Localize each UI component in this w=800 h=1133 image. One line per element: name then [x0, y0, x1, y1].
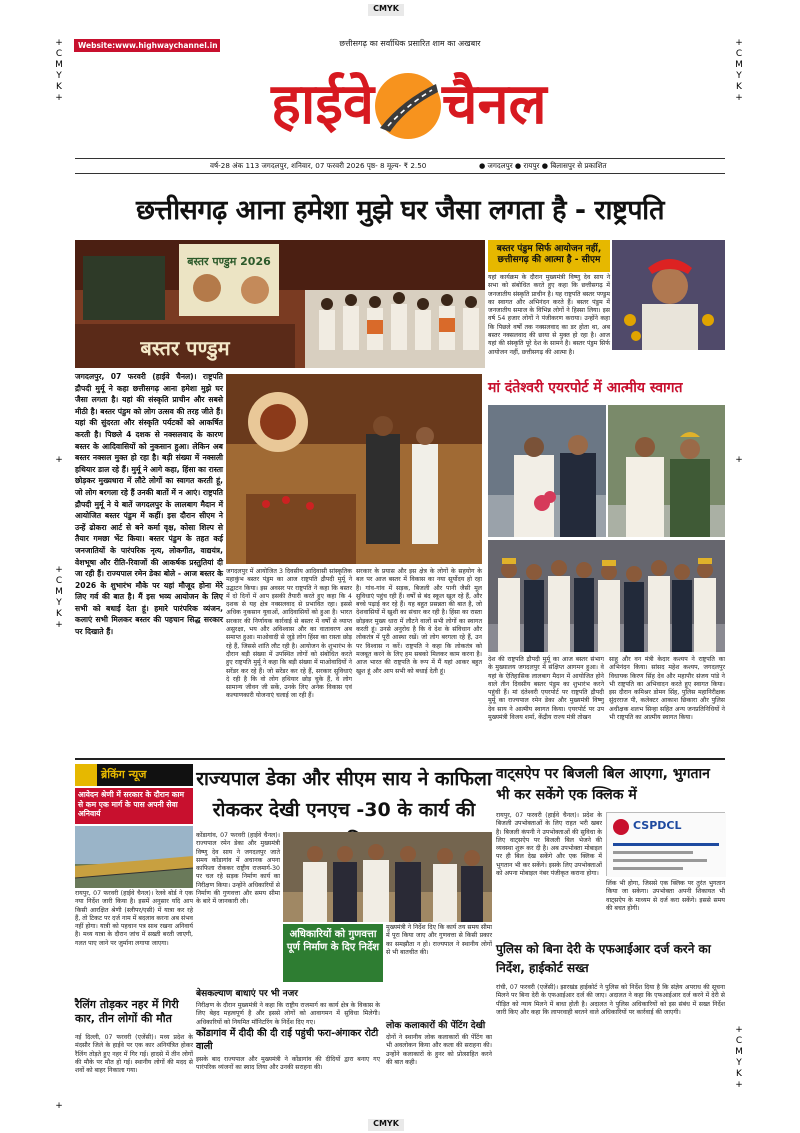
lead-photo-cultural — [226, 374, 482, 564]
governor-sub3: लोक कलाकारों की पेंटिंग देखी — [386, 1021, 486, 1031]
breaking-arrow-icon — [75, 764, 97, 786]
masthead-left: हाईवे — [271, 72, 374, 137]
airport-col1-text: देश की राष्ट्रपति द्रौपदी मुर्मू का आज बस्तर संभाग के मुख्यालय जगदलपुर में संक्षिप्त आगमन हुआ। वे यहां के ऐतिहासिक लालबाग मैदान में आयोजित होने वाले तीन दिवसीय बस्तर पंडुम का शुभारंभ करने पहुंची हैं। मां दंतेश्वरी एयरपोर्ट पर राष्ट्रपति द्रौपदी मुर्मू का राज्यपाल रमेन डेका और मुख्यमंत्री विष्णु देव साय ने आत्मीय स्वागत किया। एयरपोर्ट पर उप मुख्यमंत्री विजय शर्मा, केंद्रीय राज्य मंत्री तोखन — [488, 656, 604, 722]
lead-headline: छत्तीसगढ़ आना हमेशा मुझे घर जैसा लगता है - राष्ट्रपति — [135, 195, 665, 226]
lead-photo-stage — [75, 240, 485, 368]
governor-col4-text: इसके बाद राज्यपाल और मुख्यमंत्री ने कोंडागांव की दीदियों द्वारा बनाए गए पारंपरिक व्यंजनों का स्वाद लिया और उनकी सराहना की। — [196, 1056, 380, 1072]
police-headline: पुलिस को बिना देरी के एफआईआर दर्ज करने का निर्देश, हाईकोर्ट सख्त — [496, 942, 711, 975]
lead-col1-text: जगदलपुर, 07 फरवरी (हाईवे चैनल)। राष्ट्रपति द्रौपदी मुर्मू ने कहा छत्तीसगढ़ आना हमेशा मुझे घर जैसा लगता है। यहां की संस्कृति प्राचीन और सबसे मीठी है। बस्तर पंडुम को लोग उत्सव की तरह जीते हैं। यहां की सुंदरता और संस्कृति पर्यटकों को आकर्षित करती है। पिछले 4 दशक से नक्सलवाद के कारण बस्तर के आदिवासियों को नुकसान हुआ। लेकिन अब बस्तर नक्सल मुक्त हो रहा है। बड़ी संख्या में नक्सली हथियार डाल रहे हैं। मुर्मू ने आगे कहा, हिंसा का रास्ता छोड़कर मुख्यधारा में लौटे लोगों का स्वागत करती हूं, जो लोग बरगला रहे हैं उनकी बातों में न आएं। राष्ट्रपति द्रौपदी मुर्मू ने ये बातें जगदलपुर के लालबाग मैदान में आयोजित बस्तर पंडुम में कहीं। इस दौरान सीएम ने उन्हें ढोकरा आर्ट से बने कर्मा वृक्ष, कोसा शिल्प से तैयार गमछा भेंट किया। बस्तर पंडुम के तहत कई जनजातियों के पारंपरिक नृत्य, लोकगीत, वाद्ययंत्र, वेशभूषा और रीति-रिवाजों की आकर्षक प्रस्तुतियां दी जा रही हैं। राज्यपाल रमेन डेका बोले - आज बस्तर के 2026 के शुभारंभ मौके पर यहां मौजूद होना मेरे लिए गर्व की बात है। मैं इस भव्य आयोजन के लिए सभी को बधाई देता हूं। हमारे पारंपरिक व्यंजन, कलाएं सभी मिलकर बस्तर की पहचान सिद्ध सरकार पर दिखाते हैं। — [75, 372, 223, 637]
airport-photo-2 — [608, 405, 725, 537]
lead-col3-text: सरकार के प्रयास और इस क्षेत्र के लोगों के सहयोग के बल पर आज बस्तर में विकास का नया सूर्योदय हो रहा है। गांव-गांव में सड़क, बिजली और पानी जैसी मूल सुविधाएं पहुंच रही हैं। वर्षों से बंद स्कूल खुल रहे हैं, और बच्चे पढ़ाई कर रहे हैं। यह बहुत प्रसन्नता की बात है, जो देशवासियों में खुशी का संचार कर रही है। हिंसा का रास्ता छोड़कर मुख्य धारा में लौटने वालों सभी लोगों का स्वागत करती हूं। उनसे अनुरोध है कि वे देश के संविधान और लोकतंत्र में पूरी आस्था रखें। जो लोग बरगला रहे हैं, उन पर विश्वास न करें। राष्ट्रपति ने कहा कि लोकतंत्र को मजबूत करने के लिए हम सबको मिलकर काम करना है। आज भारत की राष्ट्रपति के रूप में मैं यहां आकर बहुत खुश हूं और आप सभी को बधाई देती हूं। — [356, 568, 482, 675]
registration-mark-left-top: + C M Y K + — [55, 38, 63, 103]
registration-cross-right-mid: + — [735, 455, 743, 465]
editions: ● जगदलपुर ● रायपुर ● बिलासपुर से प्रकाशित — [479, 161, 607, 170]
registration-mark-right-top: + C M Y K + — [735, 38, 743, 103]
tagline: छत्तीसगढ़ का सर्वाधिक प्रसारित शाम का अखबार — [339, 39, 481, 48]
cmyk-strip-bottom: CMYK — [368, 1119, 404, 1131]
airport-photo-1 — [488, 405, 606, 537]
cmyk-strip-top: CMYK — [368, 4, 404, 16]
governor-sub2: कोंडागांव में दीदी की दी राई पहुंची फरा-अंगाकर रोटी वाली — [196, 1028, 379, 1052]
governor-sub1: बेसकल्याण बाधाएं पर भी नजर — [196, 989, 298, 999]
issue-info: वर्ष-28 अंक 113 जगदलपुर, शनिवार, 07 फरवरी 2026 पृष्ठ- 8 मूल्य- ₹ 2.50 — [210, 161, 427, 170]
governor-photo — [283, 832, 492, 922]
cm-sidebar — [488, 240, 610, 370]
cm-sidebar-body: यहां कार्यक्रम के दौरान मुख्यमंत्री विष्णु देव साय ने सभा को संबोधित करते हुए कहा कि छत्तीसगढ़ में जनजातीय संस्कृति प्राचीन है। यह राष्ट्रपति बस्तर पण्डुम का स्वागत और अभिनंदन करते हैं। बस्तर पंडुम में जनजातीय समाज के विभिन्न लोगों ने हिस्सा लिया। इस वर्ष 54 हजार लोगों ने पंजीकरण कराया। उन्होंने कहा कि पिछले वर्षों तक नक्सलवाद का डर होता था, अब बस्तर नक्सलवाद की छाया से मुक्त हो रहा है। आज यहां की संस्कृति पूरे देश के सामने है। बस्तर पंडुम सिर्फ आयोजन नहीं, छत्तीसगढ़ की आत्मा है। — [488, 274, 610, 356]
airport-photo-group — [488, 540, 725, 652]
registration-cross-left-bottom: + — [55, 1101, 63, 1111]
cspdcl-logo-image — [606, 812, 725, 876]
header-rule-bottom — [75, 173, 725, 174]
breaking-label-bar — [75, 764, 193, 786]
airport-col2-text: साहू और वन मंत्री केदार कश्यप ने राष्ट्रपति का अभिनंदन किया। सांसद महेश कश्यप, जगदलपुर विधायक किरण सिंह देव और महापौर संजय पांडे ने भी राष्ट्रपति का अभिवादन करते हुए स्वागत किया। इस दौरान कमिश्नर डोमन सिंह, पुलिस महानिरीक्षक सुंदरराज पी, कलेक्टर आकाश छिकारा और पुलिस अधीक्षक शलभ सिन्हा सहित अन्य जनप्रतिनिधियों ने भी राष्ट्रपति का आत्मीय स्वागत किया। — [609, 656, 725, 722]
breaking-body-2: नई दिल्ली, 07 फरवरी (एजेंसी)। मध्य प्रदेश के मंदसौर जिले के हाईवे पर एक कार अनियंत्रित होकर रैलिंग तोड़ते हुए नहर में गिर गई। हादसे में तीन लोगों की मौके पर मौत हो गई। स्थानीय लोगों की मदद से शवों को बाहर निकाला गया। — [75, 1034, 193, 1075]
whatsapp-col2-text: लिंक भी होगा, जिससे एक क्लिक पर तुरंत भुगतान किया जा सकेगा। उपभोक्ता अपनी शिकायत भी वाट्सऐप के माध्यम से दर्ज करा सकेंगे। इससे समय की बचत होगी। — [606, 880, 725, 912]
road-logo-icon — [372, 70, 444, 146]
whatsapp-headline: वाट्सऐप पर बिजली बिल आएगा, भुगतान भी कर सकेंगे एक क्लिक में — [496, 766, 710, 803]
website-badge[interactable]: Website:www.highwaychannel.in — [74, 39, 220, 52]
registration-cross-left-mid: + — [55, 455, 63, 465]
header-rule-top — [75, 158, 725, 159]
breaking-body-1: रायपुर, 07 फरवरी (हाईवे चैनल)। रेलवे बोर्ड ने एक नया निर्देश जारी किया है। इसमें अनुसार यदि आप किसी आरक्षित श्रेणी (स्लीपर/एसी) में यात्रा कर रहे हैं, तो टिकट पर दर्ज नाम में बदलाव करना अब संभव नहीं होगा। यात्री को पहचान पत्र साथ रखना अनिवार्य है। मध्य यात्रा के दौरान जांच में सख्ती बरती जाएगी, गलत पाए जाने पर जुर्माना लगाया जाएगा। — [75, 890, 193, 947]
stage-ground-text: बस्तर पण्डुम — [140, 336, 230, 360]
governor-col2-text: मुख्यमंत्री ने निर्देश दिए कि कार्य तय समय सीमा में पूरा किया जाए और गुणवत्ता से किसी प्रकार का समझौता न हो। राज्यपाल ने स्थानीय लोगों से भी बातचीत की। — [386, 924, 492, 956]
cm-portrait-photo — [612, 240, 725, 350]
lead-col2-text: जगदलपुर में आयोजित 3 दिवसीय आदिवासी सांस्कृतिक महाकुंभ बस्तर पंडुम का आज राष्ट्रपति द्रौपदी मुर्मू ने उद्घाटन किया। इस अवसर पर राष्ट्रपति ने कहा कि बस्तर में दो दिनों में आप इसकी तैयारी करते हुए कहा कि 4 दशक से यह क्षेत्र नक्सलवाद से प्रभावित रहा। इससे अधिक नुकसान युवाओं, आदिवासियों को हुआ है। भारत सरकार की निर्णायक कार्रवाई से बस्तर में वर्षों से व्याप्त असुरक्षा, भय और अविश्वास और का वातावरण अब समाप्त हुआ। माओवादी से जुड़े लोग हिंसा का रास्ता छोड़ रहे हैं, जिससे शांति लौट रही है। आयोजन के शुभारंभ के दौरान बड़ी संख्या में उपस्थित लोगों को संबोधित करते हुए राष्ट्रपति मुर्मू ने कहा कि बड़ी संख्या में माओवादियों ने सरेंडर कर रहे हैं। जो सरेंडर कर रहे हैं, सरकार सुविधाएं दे रही है कि वो लोग हथियार छोड़ चुके हैं, वे लोग सामान्य जीवन जी सकें, उनके लिए अनेक विकास एवं कल्याणकारी योजनाएं चलाई जा रही हैं। — [226, 568, 352, 700]
cm-sidebar-headline: बस्तर पंडुम सिर्फ आयोजन नहीं, छत्तीसगढ़ की आत्मा है - सीएम — [488, 240, 610, 272]
stage-banner-text: बस्तर पण्डुम 2026 — [187, 255, 271, 268]
registration-mark-right-bottom: + C M Y K + — [735, 1025, 743, 1090]
breaking-headline-2: रैलिंग तोड़कर नहर में गिरी कार, तीन लोगों की मौत — [75, 998, 179, 1025]
whatsapp-col1-text: रायपुर, 07 फरवरी (हाईवे चैनल)। प्रदेश के बिजली उपभोक्ताओं के लिए राहत भरी खबर है। बिजली कंपनी ने उपभोक्ताओं की सुविधा के लिए वाट्सऐप पर बिजली बिल भेजने की व्यवस्था शुरू कर दी है। अब उपभोक्ता मोबाइल पर ही बिल देख सकेंगे और एक क्लिक में भुगतान भी कर सकेंगे। इसके लिए उपभोक्ताओं को अपना मोबाइल नंबर पंजीकृत कराना होगा। — [496, 812, 602, 878]
registration-mark-left-mid: + C M Y K + — [55, 565, 63, 630]
breaking-headline-1: आवेदन श्रेणी में सरकार के दौरान काम से कम एक मार्ग के पास अपनी सेवा अनिवार्य — [75, 788, 193, 824]
police-body: रांची, 07 फरवरी (एजेंसी)। झारखंड हाईकोर्ट ने पुलिस को निर्देश दिया है कि संज्ञेय अपराध की सूचना मिलने पर बिना देरी के एफआईआर दर्ज की जाए। अदालत ने कहा कि एफआईआर दर्ज करने में देरी से पीड़ित को न्याय मिलने में बाधा होती है। अदालत ने पुलिस अधिकारियों को इस संबंध में सख्त निर्देश जारी किए और कहा कि लापरवाही बरतने वाले अधिकारियों पर कार्रवाई की जाएगी। — [496, 984, 725, 1016]
section-divider — [75, 758, 725, 760]
masthead-right: चैनल — [442, 72, 547, 137]
governor-col3-text: निरीक्षण के दौरान मुख्यमंत्री ने कहा कि राष्ट्रीय राजमार्ग का कार्य क्षेत्र के विकास के लिए बेहद महत्वपूर्ण है और इससे लोगों को आवागमन में सुविधा मिलेगी। अधिकारियों को नियमित मॉनिटरिंग के निर्देश दिए गए। — [196, 1002, 380, 1026]
governor-headline: राज्यपाल डेका और सीएम साय ने काफिला रोककर देखी एनएच -30 के कार्य की — [196, 768, 492, 821]
governor-callout: अधिकारियों को गुणवत्ता पूर्ण निर्माण के दिए निर्देश — [283, 924, 383, 982]
cspdcl-logo-text: CSPDCL — [633, 819, 682, 832]
governor-col5-text: दोनों ने स्थानीय लोक कलाकारों की पेंटिंग का भी अवलोकन किया और कला की सराहना की। उन्होंने कलाकारों के हुनर को प्रोत्साहित करने की बात कही। — [386, 1034, 492, 1066]
train-photo — [75, 826, 193, 888]
airport-headline: मां दंतेश्वरी एयरपोर्ट में आत्मीय स्वागत — [488, 380, 683, 396]
breaking-news-column — [75, 764, 193, 1110]
breaking-label: ब्रेकिंग न्यूज — [101, 768, 147, 781]
masthead — [212, 58, 592, 156]
governor-col1-text: कोंडागांव, 07 फरवरी (हाईवे चैनल)। राज्यपाल रमेन डेका और मुख्यमंत्री विष्णु देव साय ने जगदलपुर जाते समय कोंडागांव में अचानक अपना काफिला रोककर राष्ट्रीय राजमार्ग-30 पर चल रहे सड़क निर्माण कार्य का निरीक्षण किया। उन्होंने अधिकारियों से निर्माण की गुणवत्ता और समय सीमा के बारे में जानकारी ली। — [196, 832, 280, 906]
